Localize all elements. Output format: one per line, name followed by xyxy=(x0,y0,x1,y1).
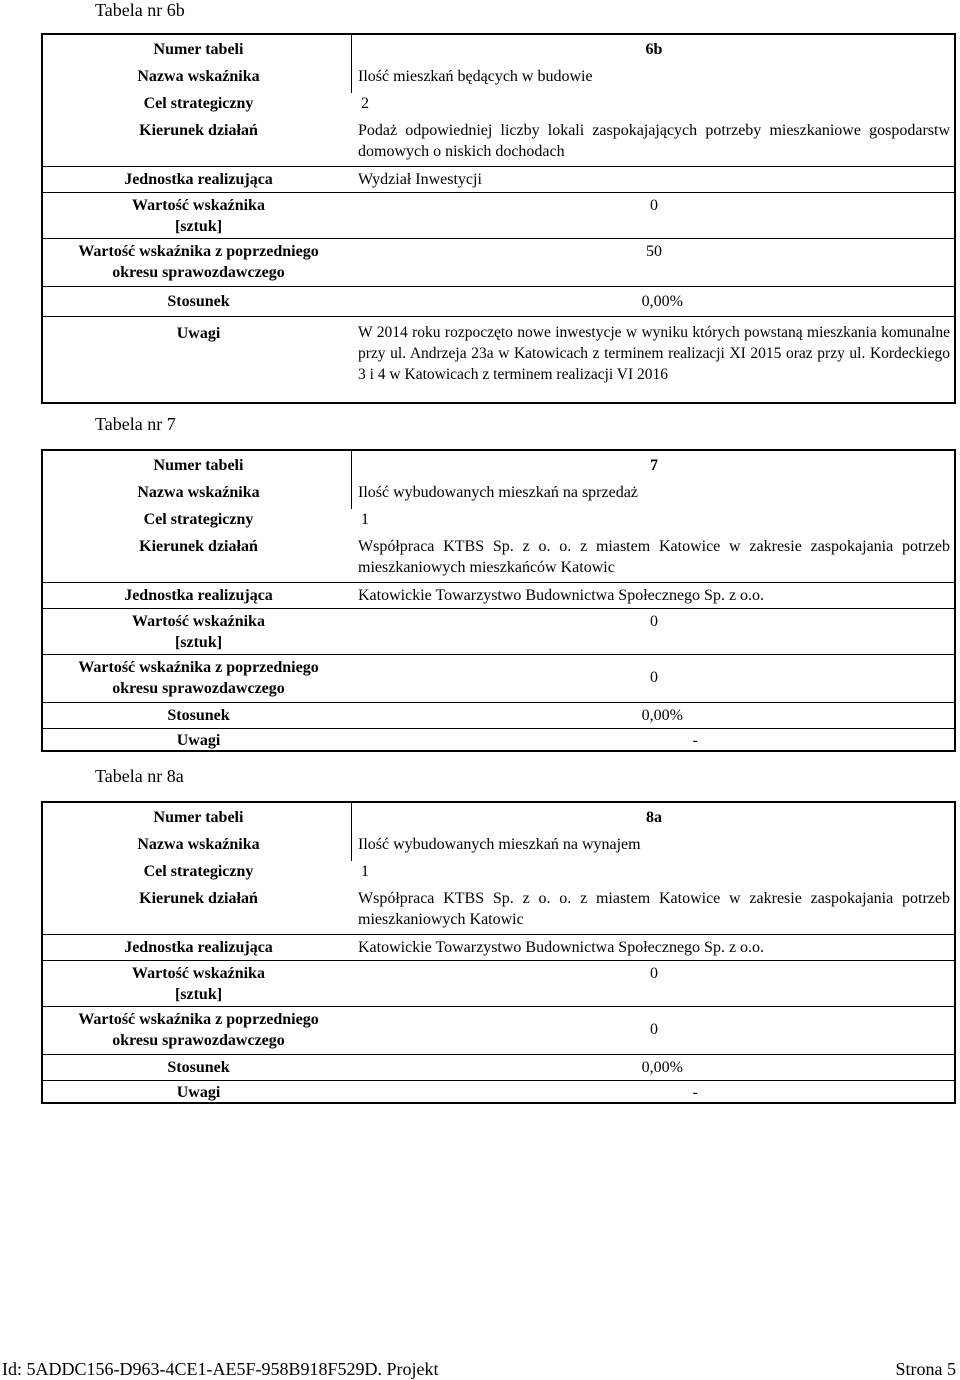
row-cel-strategiczny xyxy=(43,93,954,117)
label-nazwa-wskaznika: Nazwa wskaźnika xyxy=(137,484,260,501)
label-wartosc-poprzednia xyxy=(43,241,354,283)
value-uwagi: - xyxy=(692,1084,698,1101)
value-kierunek-dzialan: Współpraca KTBS Sp. z o. o. z miastem Katowice w zakresie zaspokajania potrzeb mieszkaniowych Katowic xyxy=(358,890,950,928)
label-cel-strategiczny: Cel strategiczny xyxy=(143,95,254,112)
value-kierunek-dzialan: Współpraca KTBS Sp. z o. o. z miastem Katowice w zakresie zaspokajania potrzeb mieszkaniowych mieszkańców Katowic xyxy=(358,538,950,576)
label-kierunek-dzialan: Kierunek działań xyxy=(139,890,258,907)
row-wartosc-wskaznika xyxy=(43,960,954,1007)
value-cel-strategiczny: 2 xyxy=(361,95,369,112)
value-kierunek-dzialan: Podaż odpowiedniej liczby lokali zaspokajających potrzeby mieszkaniowe gospodarstw domowych o niskich dochodach xyxy=(358,122,950,160)
table-caption-7: Tabela nr 7 xyxy=(95,414,176,434)
label-nazwa-wskaznika: Nazwa wskaźnika xyxy=(137,836,260,853)
row-nazwa-wskaznika xyxy=(43,834,954,858)
value-uwagi: - xyxy=(692,732,698,749)
value-wartosc-wskaznika: 0 xyxy=(650,613,658,630)
row-stosunek xyxy=(43,702,954,729)
row-nazwa-wskaznika xyxy=(43,66,954,90)
row-kierunek-dzialan xyxy=(43,888,954,932)
label-wartosc-line1: Wartość wskaźnika xyxy=(132,613,265,630)
value-uwagi: W 2014 roku rozpoczęto nowe inwestycje w wyniku których powstaną mieszkania komunalne przy ul. Andrzeja 23a w Katowicach z terminem realizacji XI 2015 oraz przy ul. Kordeckiego 3 i 4 w Katowicach z terminem realizacji VI 2016 xyxy=(358,324,950,383)
label-stosunek: Stosunek xyxy=(167,1059,230,1076)
row-wartosc-poprzednia xyxy=(43,238,954,287)
value-stosunek: 0,00% xyxy=(641,1059,683,1076)
row-uwagi xyxy=(43,316,954,403)
row-wartosc-poprzednia xyxy=(43,654,954,703)
value-numer-tabeli: 6b xyxy=(645,41,663,58)
value-cel-strategiczny: 1 xyxy=(361,863,369,880)
row-jednostka-realizujaca xyxy=(43,934,954,961)
indicator-table-7 xyxy=(41,449,956,752)
row-kierunek-dzialan xyxy=(43,536,954,580)
row-wartosc-wskaznika xyxy=(43,192,954,239)
row-cel-strategiczny xyxy=(43,861,954,885)
label-kierunek-dzialan: Kierunek działań xyxy=(139,538,258,555)
label-wartosc-poprzednia xyxy=(43,657,354,699)
label-uwagi: Uwagi xyxy=(176,1084,221,1101)
label-stosunek: Stosunek xyxy=(167,707,230,724)
label-jednostka-realizujaca: Jednostka realizująca xyxy=(124,171,273,188)
label-wartosc-poprzednia xyxy=(43,1009,354,1051)
row-stosunek xyxy=(43,286,954,317)
label-poprzedni-line1: Wartość wskaźnika z poprzedniego xyxy=(78,1011,319,1028)
label-wartosc-line2: [sztuk] xyxy=(174,986,223,1003)
label-kierunek-dzialan: Kierunek działań xyxy=(139,122,258,139)
value-wartosc-wskaznika: 0 xyxy=(650,965,658,982)
value-nazwa-wskaznika: Ilość wybudowanych mieszkań na sprzedaż xyxy=(358,484,638,501)
value-nazwa-wskaznika: Ilość mieszkań będących w budowie xyxy=(358,68,593,85)
label-cel-strategiczny: Cel strategiczny xyxy=(143,863,254,880)
label-numer-tabeli: Numer tabeli xyxy=(153,809,244,826)
label-wartosc-line2: [sztuk] xyxy=(174,634,223,651)
value-cel-strategiczny: 1 xyxy=(361,511,369,528)
row-jednostka-realizujaca xyxy=(43,166,954,193)
row-numer-tabeli xyxy=(43,39,954,63)
label-jednostka-realizujaca: Jednostka realizująca xyxy=(124,587,273,604)
value-numer-tabeli: 7 xyxy=(650,457,658,474)
table-caption-6b: Tabela nr 6b xyxy=(95,0,185,20)
row-wartosc-wskaznika xyxy=(43,608,954,655)
table-caption-8a: Tabela nr 8a xyxy=(95,766,184,786)
label-poprzedni-line1: Wartość wskaźnika z poprzedniego xyxy=(78,243,319,260)
label-wartosc-wskaznika xyxy=(43,963,354,1005)
label-poprzedni-line2: okresu sprawozdawczego xyxy=(112,680,285,697)
label-wartosc-wskaznika xyxy=(43,195,354,237)
document-id: Id: 5ADDC156-D963-4CE1-AE5F-958B918F529D. Projekt xyxy=(2,1359,439,1379)
label-uwagi: Uwagi xyxy=(176,732,221,749)
row-uwagi xyxy=(43,728,954,751)
label-jednostka-realizujaca: Jednostka realizująca xyxy=(124,939,273,956)
value-wartosc-poprzednia: 0 xyxy=(650,669,658,686)
label-poprzedni-line1: Wartość wskaźnika z poprzedniego xyxy=(78,659,319,676)
page-number: Strona 5 xyxy=(895,1359,956,1379)
value-jednostka-realizujaca: Katowickie Towarzystwo Budownictwa Społecznego Sp. z o.o. xyxy=(358,587,765,604)
value-numer-tabeli: 8a xyxy=(646,809,662,826)
label-wartosc-line1: Wartość wskaźnika xyxy=(132,965,265,982)
label-nazwa-wskaznika: Nazwa wskaźnika xyxy=(137,68,260,85)
label-numer-tabeli: Numer tabeli xyxy=(153,457,244,474)
row-stosunek xyxy=(43,1054,954,1081)
indicator-table-8a xyxy=(41,801,956,1104)
label-wartosc-line1: Wartość wskaźnika xyxy=(132,197,265,214)
row-nazwa-wskaznika xyxy=(43,482,954,506)
label-poprzedni-line2: okresu sprawozdawczego xyxy=(112,264,285,281)
label-wartosc-line2: [sztuk] xyxy=(174,218,223,235)
value-nazwa-wskaznika: Ilość wybudowanych mieszkań na wynajem xyxy=(358,836,641,853)
label-numer-tabeli: Numer tabeli xyxy=(153,41,244,58)
label-cel-strategiczny: Cel strategiczny xyxy=(143,511,254,528)
row-jednostka-realizujaca xyxy=(43,582,954,609)
value-wartosc-poprzednia: 50 xyxy=(646,243,662,260)
value-stosunek: 0,00% xyxy=(641,293,683,310)
row-numer-tabeli xyxy=(43,455,954,479)
label-stosunek: Stosunek xyxy=(167,293,230,310)
label-uwagi: Uwagi xyxy=(176,325,221,342)
label-wartosc-wskaznika xyxy=(43,611,354,653)
label-poprzedni-line2: okresu sprawozdawczego xyxy=(112,1032,285,1049)
row-kierunek-dzialan xyxy=(43,120,954,164)
row-cel-strategiczny xyxy=(43,509,954,533)
value-jednostka-realizujaca: Wydział Inwestycji xyxy=(358,171,482,188)
value-wartosc-wskaznika: 0 xyxy=(650,197,658,214)
value-wartosc-poprzednia: 0 xyxy=(650,1021,658,1038)
value-jednostka-realizujaca: Katowickie Towarzystwo Budownictwa Społecznego Sp. z o.o. xyxy=(358,939,765,956)
value-stosunek: 0,00% xyxy=(641,707,683,724)
indicator-table-6b xyxy=(41,33,956,404)
row-uwagi xyxy=(43,1080,954,1103)
row-numer-tabeli xyxy=(43,807,954,831)
row-wartosc-poprzednia xyxy=(43,1006,954,1055)
